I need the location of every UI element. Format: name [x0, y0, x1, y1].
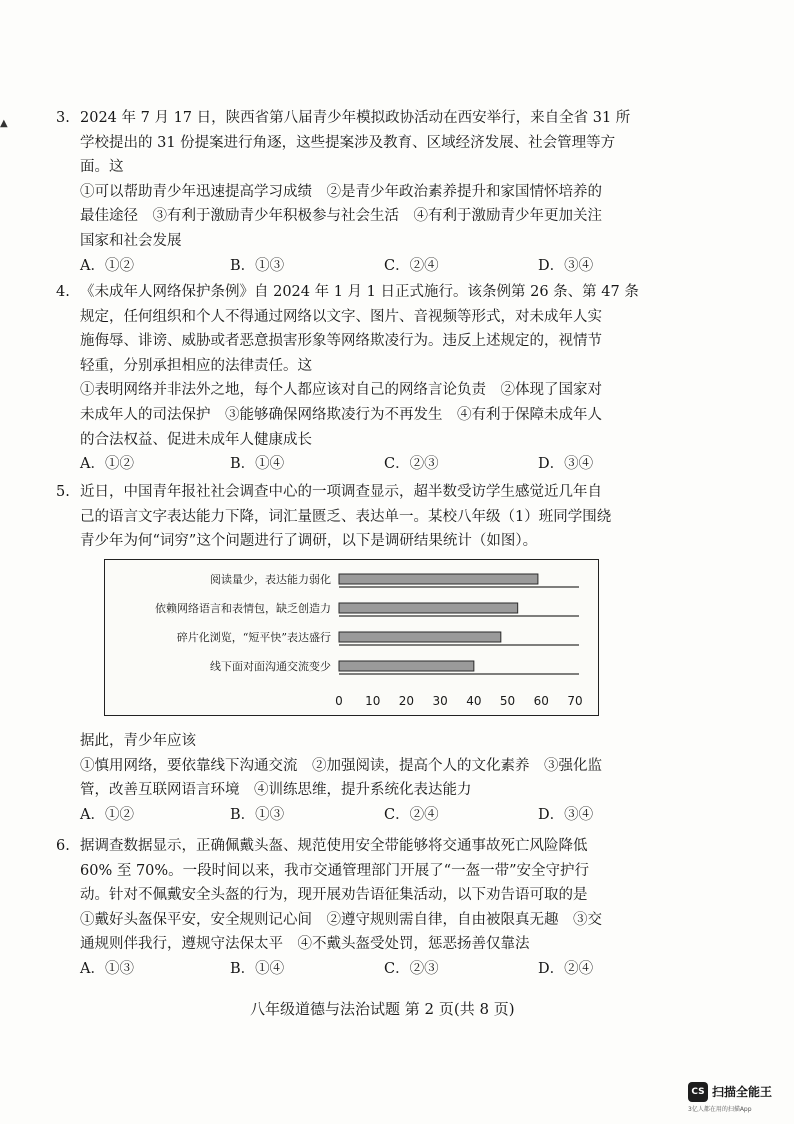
- option-d: D．③④: [538, 806, 594, 823]
- option-b: B．①④: [230, 456, 285, 473]
- question-number: 5.: [56, 484, 70, 500]
- question-text-line: 面。这: [80, 159, 124, 176]
- option-c: C．②④: [384, 257, 439, 274]
- option-a: A．①②: [80, 456, 134, 473]
- question-text-line: 己的语言文字表达能力下降，词汇量匮乏、表达单一。某校八年级（1）班同学围绕: [80, 508, 612, 525]
- category-label: 碎片化浏览，“短平快”表达盛行: [176, 631, 331, 644]
- margin-mark: ▲: [0, 118, 8, 129]
- category-label: 阅读量少，表达能力弱化: [210, 573, 331, 586]
- page-footer: 八年级道德与法治试题 第 2 页(共 8 页): [250, 1000, 515, 1018]
- x-tick-label: 50: [499, 694, 516, 708]
- option-b: B．①③: [230, 806, 285, 823]
- question-6: [56, 834, 666, 982]
- bar: [339, 603, 518, 613]
- question-4: [56, 280, 666, 477]
- scanner-app-name: 扫描全能王: [712, 1085, 773, 1099]
- option-a: A．①③: [80, 960, 134, 977]
- question-text-line: 的合法权益、促进未成年人健康成长: [80, 431, 312, 448]
- question-3: [56, 106, 666, 278]
- question-text-line: 通规则伴我行，遵规守法保太平 ④不戴头盔受处罚，惩恶扬善仅靠法: [80, 936, 530, 953]
- x-tick-label: 20: [398, 694, 415, 708]
- option-c: C．②③: [384, 960, 439, 977]
- option-b: B．①③: [230, 257, 285, 274]
- question-text-line: 学校提出的 31 份提案进行角逐，这些提案涉及教育、区域经济发展、社会管理等方: [80, 134, 616, 151]
- question-text-line: 《未成年人网络保护条例》自 2024 年 1 月 1 日正式施行。该条例第 26 条、第 47 条: [80, 284, 639, 300]
- question-text-line: 据调查数据显示，正确佩戴头盔、规范使用安全带能够将交通事故死亡风险降低: [80, 838, 588, 854]
- option-a: A．①②: [80, 257, 134, 274]
- question-number: 3.: [56, 110, 70, 126]
- question-5-continued: [56, 729, 666, 827]
- question-text-line: ①慎用网络，要依靠线下沟通交流 ②加强阅读，提高个人的文化素养 ③强化监: [80, 757, 602, 774]
- option-d: D．③④: [538, 456, 594, 473]
- option-c: C．②③: [384, 456, 439, 473]
- x-tick-label: 0: [335, 694, 343, 708]
- question-text-line: 未成年人的司法保护 ③能够确保网络欺凌行为不再发生 ④有利于保障未成年人: [80, 406, 602, 423]
- answer-options: [80, 957, 666, 982]
- bar: [339, 574, 538, 584]
- question-text-line: 管，改善互联网语言环境 ④训练思维，提升系统化表达能力: [80, 782, 472, 799]
- option-c: C．②④: [384, 806, 439, 823]
- question-text-line: ①戴好头盔保平安，安全规则记心间 ②遵守规则需自律，自由被限真无趣 ③交: [80, 911, 602, 928]
- question-text-line: 国家和社会发展: [80, 232, 182, 249]
- question-5: [56, 480, 666, 554]
- chart-canvas: [105, 560, 598, 715]
- question-number: 4.: [56, 284, 70, 300]
- x-tick-label: 70: [567, 694, 583, 708]
- category-label: 依赖网络语言和表情包，缺乏创造力: [155, 602, 331, 615]
- scanner-tagline: 3亿人都在用的扫描App: [688, 1106, 752, 1113]
- option-d: D．②④: [538, 960, 594, 977]
- question-text-line: ①可以帮助青少年迅速提高学习成绩 ②是青少年政治素养提升和家国情怀培养的: [80, 183, 602, 200]
- x-tick-label: 40: [466, 694, 482, 708]
- survey-bar-chart: [104, 559, 599, 716]
- scanner-watermark: [688, 1082, 788, 1122]
- scanner-logo-icon: CS: [688, 1082, 708, 1102]
- question-text-line: 据此，青少年应该: [80, 733, 196, 749]
- question-number: 6.: [56, 838, 70, 854]
- option-b: B．①④: [230, 960, 285, 977]
- category-label: 线下面对面沟通交流变少: [210, 660, 331, 673]
- question-text-line: 轻重，分别承担相应的法律责任。这: [80, 357, 312, 374]
- question-text-line: 青少年为何“词穷”这个问题进行了调研，以下是调研结果统计（如图）。: [80, 533, 538, 550]
- x-tick-label: 60: [533, 694, 549, 708]
- bar: [339, 661, 474, 671]
- x-tick-label: 30: [432, 694, 448, 708]
- question-text-line: 规定，任何组织和个人不得通过网络以文字、图片、音视频等形式，对未成年人实: [80, 308, 602, 325]
- option-d: D．③④: [538, 257, 594, 274]
- question-text-line: 2024 年 7 月 17 日，陕西省第八届青少年模拟政协活动在西安举行，来自全省 31 所: [80, 110, 631, 126]
- answer-options: [80, 803, 666, 828]
- question-text-line: 60% 至 70%。一段时间以来，我市交通管理部门开展了“一盔一带”安全守护行: [80, 862, 589, 879]
- question-text-line: 近日，中国青年报社社会调查中心的一项调查显示，超半数受访学生感觉近几年自: [80, 484, 602, 500]
- bar: [339, 632, 501, 642]
- question-text-line: 动。针对不佩戴安全头盔的行为，现开展劝告语征集活动，以下劝告语可取的是: [80, 887, 588, 904]
- question-text-line: ①表明网络并非法外之地，每个人都应该对自己的网络言论负责 ②体现了国家对: [80, 382, 602, 399]
- question-text-line: 施侮辱、诽谤、威胁或者恶意损害形象等网络欺凌行为。违反上述规定的，视情节: [80, 333, 602, 350]
- question-text-line: 最佳途径 ③有利于激励青少年积极参与社会生活 ④有利于激励青少年更加关注: [80, 208, 602, 225]
- x-tick-label: 10: [365, 694, 381, 708]
- answer-options: [80, 452, 666, 477]
- answer-options: [80, 254, 666, 279]
- option-a: A．①②: [80, 806, 134, 823]
